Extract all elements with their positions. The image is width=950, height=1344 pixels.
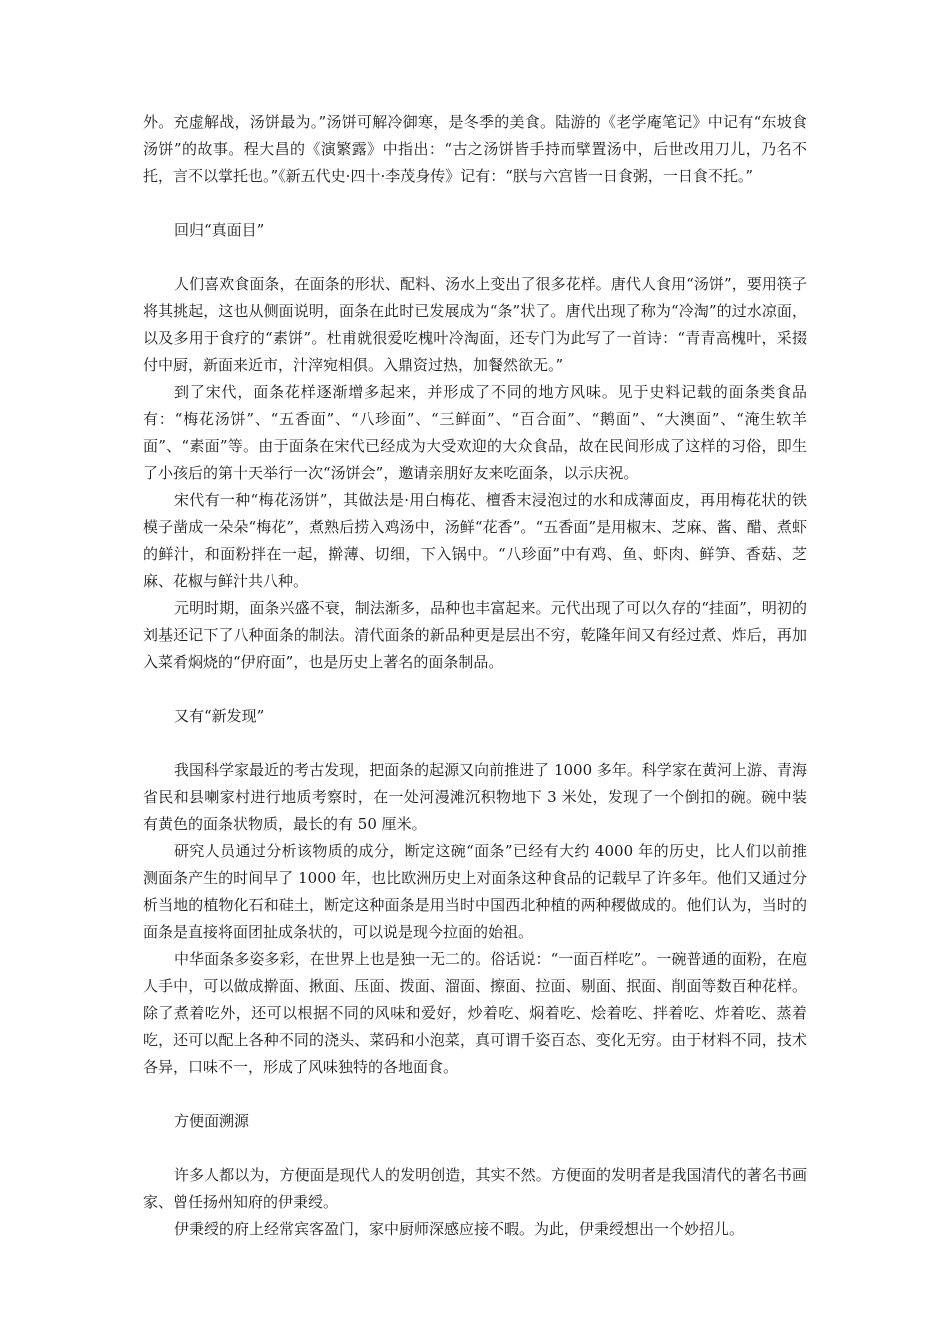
body-paragraph: 许多人都以为，方便面是现代人的发明创造，其实不然。方便面的发明者是我国清代的著名书画家、曾任扬州知府的伊秉绶。 bbox=[143, 1166, 807, 1211]
document-body bbox=[143, 109, 807, 1243]
paragraph-spacer bbox=[143, 244, 807, 271]
paragraph-spacer bbox=[143, 190, 807, 217]
paragraph-spacer bbox=[143, 676, 807, 703]
section-heading: 方便面溯源 bbox=[174, 1112, 250, 1130]
section-heading: 又有“新发现” bbox=[174, 707, 265, 725]
body-paragraph: 人们喜欢食面条，在面条的形状、配料、汤水上变出了很多花样。唐代人食用“汤饼”，要用筷子将其挑起，这也从侧面说明，面条在此时已发展成为“条”状了。唐代出现了称为“冷淘”的过水凉面，以及多用于食疗的“素饼”。杜甫就很爱吃槐叶冷淘面，还专门为此写了一首诗：“青青高槐叶，采掇付中厨，新面来近市，汁滓宛相俱。入鼎资过热，加餐然欲无。” bbox=[143, 275, 807, 374]
body-paragraph: 伊秉绶的府上经常宾客盈门，家中厨师深感应接不暇。为此，伊秉绶想出一个妙招儿。 bbox=[174, 1220, 745, 1238]
body-paragraph: 到了宋代，面条花样逐渐增多起来，并形成了不同的地方风味。见于史料记载的面条类食品有：“梅花汤饼”、“五香面”、“八珍面”、“三鲜面”、“百合面”、“鹅面”、“大澳面”、“淹生软羊面”、“素面”等。由于面条在宋代已经成为大受欢迎的大众食品，故在民间形成了这样的习俗，即生了小孩后的第十天举行一次“汤饼会”，邀请亲朋好友来吃面条，以示庆祝。 bbox=[143, 383, 807, 482]
body-paragraph: 中华面条多姿多彩，在世界上也是独一无二的。俗话说：“一面百样吃”。一碗普通的面粉，在庖人手中，可以做成擀面、揪面、压面、拨面、溜面、擦面、拉面、剔面、抿面、削面等数百种花样。除了煮着吃外，还可以根据不同的风味和爱好，炒着吃、焖着吃、烩着吃、拌着吃、炸着吃、蒸着吃，还可以配上各种不同的浇头、菜码和小泡菜，真可谓千姿百态、变化无穷。由于材料不同，技术各异，口味不一，形成了风味独特的各地面食。 bbox=[143, 950, 807, 1076]
paragraph-spacer bbox=[143, 730, 807, 757]
body-paragraph: 宋代有一种“梅花汤饼”，其做法是·用白梅花、檀香末浸泡过的水和成薄面皮，再用梅花状的铁模子凿成一朵朵“梅花”，煮熟后捞入鸡汤中，汤鲜“花香”。“五香面”是用椒末、芝麻、酱、醋、煮虾的鲜汁，和面粉拌在一起，擀薄、切细，下入锅中。“八珍面”中有鸡、鱼、虾肉、鲜笋、香菇、芝麻、花椒与鲜汁共八种。 bbox=[143, 491, 807, 590]
body-paragraph: 研究人员通过分析该物质的成分，断定这碗“面条”已经有大约 4000 年的历史，比人们以前推测面条产生的时间早了 1000 年，也比欧洲历史上对面条这种食品的记载早了许多年。他们又通过分析当地的植物化石和硅土，断定这种面条是用当时中国西北种植的两种稷做成的。他们认为，当时的面条是直接将面团扯成条状的，可以说是现今拉面的始祖。 bbox=[143, 842, 807, 941]
paragraph-spacer bbox=[143, 1081, 807, 1108]
section-heading: 回归“真面目” bbox=[174, 221, 265, 239]
body-paragraph: 元明时期，面条兴盛不衰，制法渐多，品种也丰富起来。元代出现了可以久存的“挂面”，明初的刘基还记下了八种面条的制法。清代面条的新品种更是层出不穷，乾隆年间又有经过煮、炸后，再加入菜肴焖烧的“伊府面”，也是历史上著名的面条制品。 bbox=[143, 599, 807, 671]
body-paragraph: 我国科学家最近的考古发现，把面条的起源又向前推进了 1000 多年。科学家在黄河上游、青海省民和县喇家村进行地质考察时，在一处河漫滩沉积物地下 3 米处，发现了一个倒扣的碗。碗中装有黄色的面条状物质，最长的有 50 厘米。 bbox=[143, 761, 807, 833]
paragraph-spacer bbox=[143, 1135, 807, 1162]
body-paragraph: 外。充虚解战，汤饼最为。”汤饼可解冷御寒，是冬季的美食。陆游的《老学庵笔记》中记有“东坡食汤饼”的故事。程大昌的《演繁露》中指出：“古之汤饼皆手持而擘置汤中，后世改用刀儿，乃名不托，言不以掌托也。”《新五代史·四十·李茂身传》记有：“朕与六宫皆一日食粥，一日食不托。” bbox=[143, 113, 807, 185]
